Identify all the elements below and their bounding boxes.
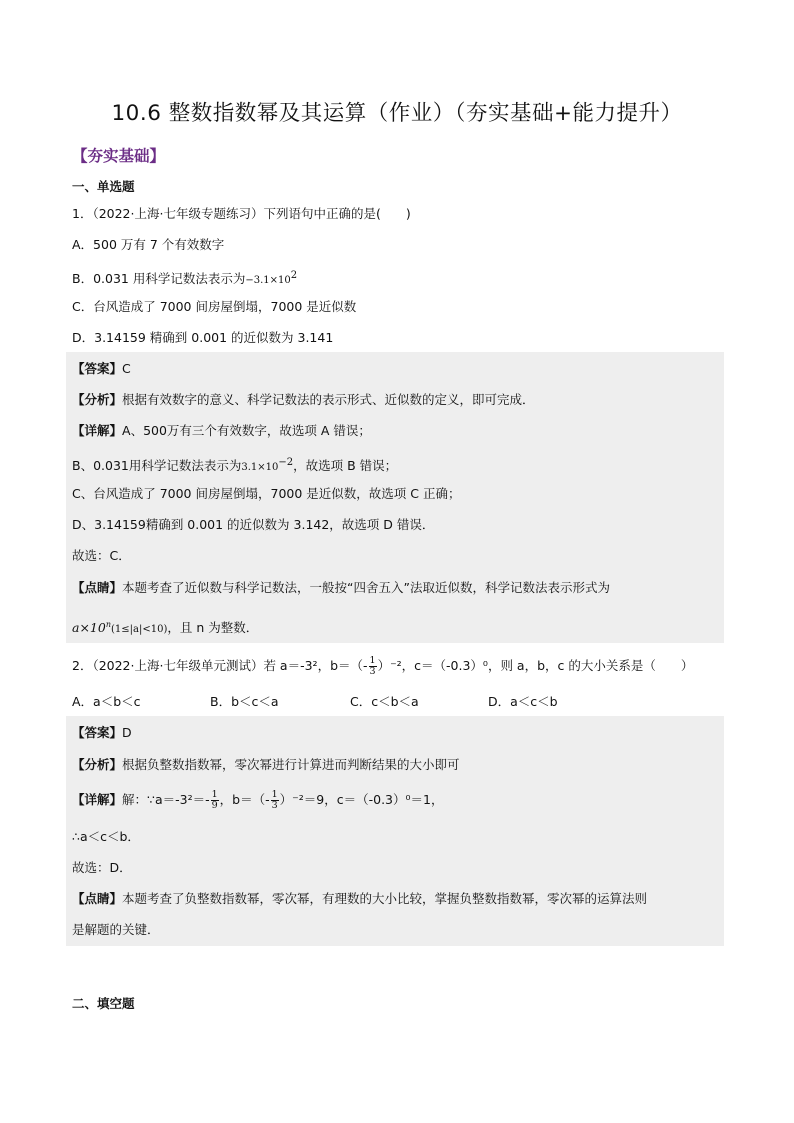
q2-analysis-tag: 【分析】: [72, 757, 123, 772]
q1-detail-1: [72, 422, 371, 440]
q1-answer: [72, 360, 131, 378]
q1-comment-1: [72, 579, 610, 597]
q1-option-b-math: −3.1×10: [245, 275, 291, 287]
q2-comment-2: 是解题的关键．: [72, 922, 160, 937]
q2-stem-frac-num: 1: [369, 655, 376, 666]
q1-comment-2-post: ，且 n 为整数．: [167, 620, 259, 636]
q1-comment-2-exp: n: [105, 620, 111, 629]
q1-comment-tag: 【点睛】: [72, 580, 123, 595]
q2-stem: [72, 656, 693, 677]
q2-detail-frac2-den: 3: [271, 800, 278, 811]
q2-choose: 故选：D．: [72, 860, 132, 875]
q1-comment-2: [72, 616, 258, 639]
q2-comment-1-text: 本题考查了负整数指数幂，零次幂，有理数的大小比较，掌握负整数指数幂，零次幂的运算法则: [122, 891, 648, 906]
q1-comment-2-math: a×10: [72, 620, 106, 636]
q1-choose: 故选：C．: [72, 548, 131, 563]
q1-option-b-exp: 2: [290, 270, 298, 281]
q2-answer-tag: 【答案】: [72, 725, 123, 740]
q1-analysis: [72, 391, 535, 409]
q1-detail-2-text: B、0.031用科学记数法表示为: [72, 458, 242, 474]
q2-option-d: D．a＜c＜b: [488, 694, 558, 709]
q2-detail-pre: 解：∵a＝-3²＝-: [122, 792, 210, 807]
q2-detail-fraction-1: [211, 790, 219, 811]
q2-detail-frac1-den: 9: [211, 800, 218, 811]
q2-comment-tag: 【点睛】: [72, 891, 123, 906]
page-title: 10.6 整数指数幂及其运算（作业）（夯实基础+能力提升）: [111, 101, 683, 126]
q1-option-b-text: B．0.031 用科学记数法表示为: [72, 271, 246, 287]
q2-analysis-text: 根据负整数指数幂，零次幂进行计算进而判断结果的大小即可: [122, 757, 460, 772]
q2-stem-post: ）⁻²，c＝（-0.3）⁰，则 a，b，c 的大小关系是（ ）: [377, 658, 694, 673]
q2-answer-block: [66, 716, 724, 946]
q1-comment-2-paren: (1≤|a|<10): [111, 624, 168, 636]
q2-detail: [72, 790, 443, 811]
q1-answer-tag: 【答案】: [72, 361, 123, 376]
q1-comment-1-text: 本题考查了近似数与科学记数法，一般按“四舍五入”法取近似数，科学记数法表示形式为: [122, 580, 610, 595]
q1-detail-1-text: A、500万有三个有效数字，故选项 A 错误；: [122, 423, 371, 438]
q1-answer-value: C: [122, 361, 131, 376]
q2-detail-tag: 【详解】: [72, 792, 123, 807]
q2-conclusion: ∴a＜c＜b．: [72, 829, 140, 844]
q2-detail-fraction-2: [271, 790, 279, 811]
q1-analysis-text: 根据有效数字的意义、科学记数法的表示形式、近似数的定义，即可完成．: [122, 392, 535, 407]
q2-detail-post: ）⁻²＝9，c＝（-0.3）⁰＝1，: [279, 792, 444, 807]
q1-stem: 1．（2022·上海·七年级专题练习）下列语句中正确的是( ): [72, 206, 411, 221]
q1-analysis-tag: 【分析】: [72, 392, 123, 407]
q2-stem-pre: 2．（2022·上海·七年级单元测试）若 a＝-3²，b＝（-: [72, 658, 368, 673]
q1-detail-2-math: 3.1×10: [241, 462, 279, 474]
q1-detail-tag: 【详解】: [72, 423, 123, 438]
q1-detail-2-exp: −2: [278, 457, 294, 468]
q2-option-a: A．a＜b＜c: [72, 694, 141, 709]
q1-option-a: A．500 万有 7 个有效数字: [72, 237, 225, 252]
q1-option-c: C．台风造成了 7000 间房屋倒塌，7000 是近似数: [72, 299, 357, 314]
part1-heading: 一、单选题: [72, 179, 135, 194]
q1-detail-3: C、台风造成了 7000 间房屋倒塌，7000 是近似数，故选项 C 正确；: [72, 486, 461, 501]
part2-heading: 二、填空题: [72, 996, 135, 1011]
q1-detail-2: [72, 454, 397, 477]
q2-detail-mid: ，b＝（-: [219, 792, 270, 807]
q2-option-b: B．b＜c＜a: [210, 694, 279, 709]
q1-detail-4: D、3.14159精确到 0.001 的近似数为 3.142，故选项 D 错误．: [72, 517, 435, 532]
q2-comment-1: [72, 890, 647, 908]
q2-analysis: [72, 756, 460, 774]
q2-detail-frac1-num: 1: [211, 789, 218, 800]
q2-option-c: C．c＜b＜a: [350, 694, 419, 709]
q2-stem-frac-den: 3: [369, 666, 376, 677]
q2-detail-frac2-num: 1: [271, 789, 278, 800]
q1-detail-2-post: ，故选项 B 错误；: [293, 458, 398, 474]
q2-answer-value: D: [122, 725, 132, 740]
q1-option-d: D．3.14159 精确到 0.001 的近似数为 3.141: [72, 330, 334, 345]
q1-option-b: [72, 267, 297, 290]
q2-stem-fraction: [369, 656, 377, 677]
q2-answer: [72, 724, 132, 742]
section-tag: 【夯实基础】: [72, 147, 166, 165]
q2-options: [72, 693, 558, 711]
